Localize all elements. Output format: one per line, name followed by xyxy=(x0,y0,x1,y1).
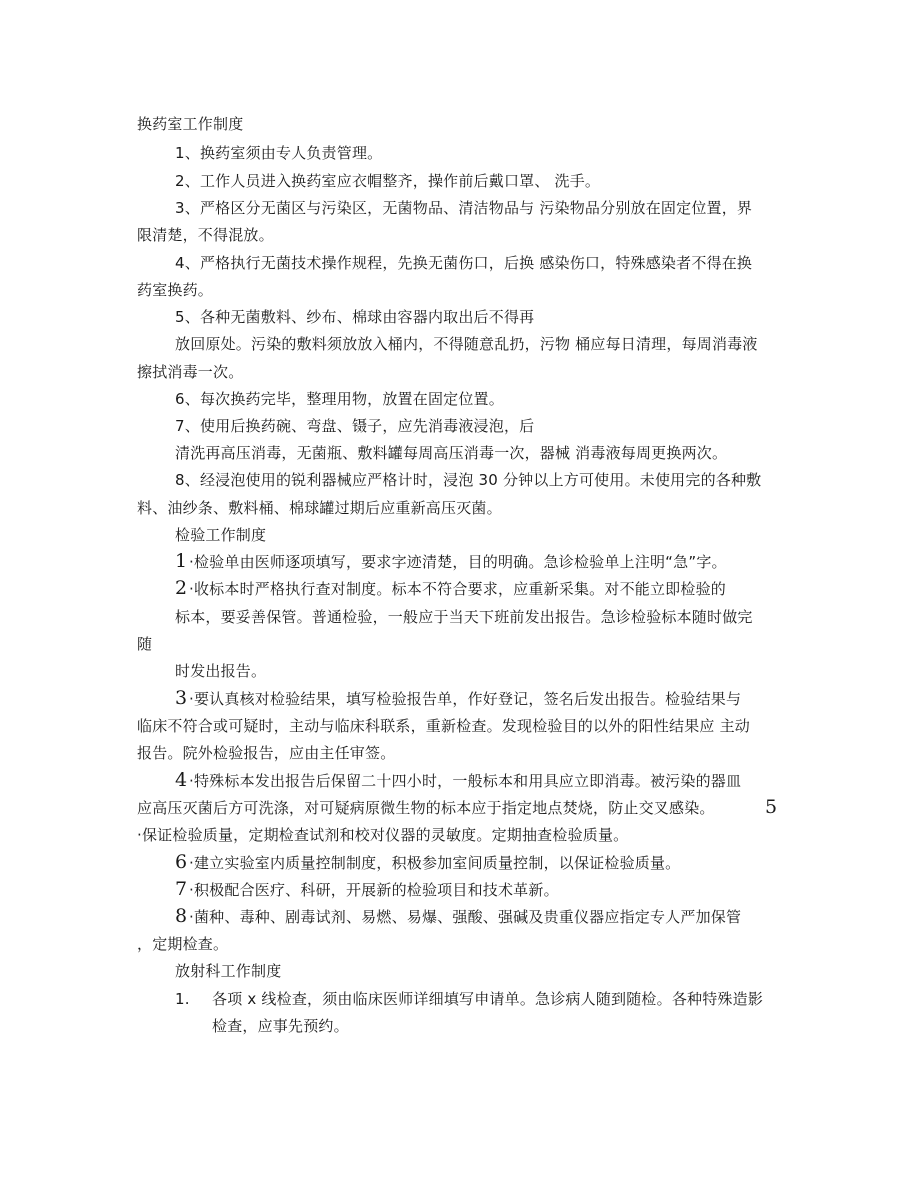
item-number: 6 xyxy=(175,851,188,873)
paragraph-line: 应高压灭菌后方可洗涤，对可疑病原微生物的标本应于指定地点焚烧，防止交叉感染。 xyxy=(137,799,715,817)
paragraph-line: 临床不符合或可疑时，主动与临床科联系，重新检查。发现检验目的以外的阳性结果应 主动 xyxy=(137,717,750,735)
item-number: 2 xyxy=(175,577,188,599)
paragraph-line: ·保证检验质量，定期检查试剂和校对仪器的灵敏度。定期抽查检验质量。 xyxy=(137,826,629,844)
item-number: 5 xyxy=(765,796,778,818)
paragraph-line: ·积极配合医疗、科研，开展新的检验项目和技术革新。 xyxy=(189,881,559,899)
paragraph-line: ·收标本时严格执行查对制度。标本不符合要求，应重新采集。对不能立即检验的 xyxy=(189,580,726,598)
paragraph-line: 擦拭消毒一次。 xyxy=(137,363,244,381)
paragraph-line: 料、油纱条、敷料桶、棉球罐过期后应重新高压灭菌。 xyxy=(137,499,502,517)
paragraph-line: 检查，应事先预约。 xyxy=(212,1017,349,1035)
paragraph-line: 5、各种无菌敷料、纱布、棉球由容器内取出后不得再 xyxy=(175,308,535,326)
paragraph-line: 各项 x 线检查，须由临床医师详细填写申请单。急诊病人随到随检。各种特殊造影 xyxy=(212,990,764,1008)
paragraph-line: 4、严格执行无菌技术操作规程，先换无菌伤口，后换 感染伤口，特殊感染者不得在换 xyxy=(175,254,753,272)
paragraph-line: 时发出报告。 xyxy=(175,662,267,680)
item-number: 8 xyxy=(175,905,188,927)
item-number: 1 xyxy=(175,550,188,572)
paragraph-line: ·要认真核对检验结果，填写检验报告单，作好登记，签名后发出报告。检验结果与 xyxy=(189,690,742,708)
paragraph-line: 报告。院外检验报告，应由主任审签。 xyxy=(137,744,396,762)
item-number: 4 xyxy=(175,769,188,791)
paragraph-line: ·特殊标本发出报告后保留二十四小时，一般标本和用具应立即消毒。被污染的器皿 xyxy=(189,772,742,790)
paragraph-line: 药室换药。 xyxy=(137,281,214,299)
item-number: 7 xyxy=(175,878,188,900)
paragraph-line: 随 xyxy=(137,635,153,653)
paragraph-line: ，定期检查。 xyxy=(137,935,229,953)
section-title: 放射科工作制度 xyxy=(175,962,282,980)
paragraph-line: 7、使用后换药碗、弯盘、镊子，应先消毒液浸泡，后 xyxy=(175,417,535,435)
paragraph-line: 6、每次换药完毕，整理用物，放置在固定位置。 xyxy=(175,390,504,408)
paragraph-line: 标本，要妥善保管。普通检验，一般应于当天下班前发出报告。急诊检验标本随时做完 xyxy=(175,608,753,626)
item-number: 1. xyxy=(175,990,190,1008)
item-number: 3 xyxy=(175,687,188,709)
paragraph-line: 2、工作人员进入换药室应衣帽整齐，操作前后戴口罩、 洗手。 xyxy=(175,172,601,190)
paragraph-line: ·检验单由医师逐项填写，要求字迹清楚，目的明确。急诊检验单上注明“急”字。 xyxy=(189,553,727,571)
section-title: 换药室工作制度 xyxy=(137,115,244,133)
paragraph-line: 1、换药室须由专人负责管理。 xyxy=(175,144,383,162)
paragraph-line: 清洗再高压消毒，无菌瓶、敷料罐每周高压消毒一次，器械 消毒液每周更换两次。 xyxy=(175,444,728,462)
paragraph-line: 3、严格区分无菌区与污染区，无菌物品、清洁物品与 污染物品分别放在固定位置，界 xyxy=(175,199,753,217)
paragraph-line: ·菌种、毒种、剧毒试剂、易燃、易爆、强酸、强碱及贵重仪器应指定专人严加保管 xyxy=(189,908,742,926)
paragraph-line: 限清楚，不得混放。 xyxy=(137,226,274,244)
paragraph-line: 放回原处。污染的敷料须放放入桶内，不得随意乱扔，污物 桶应每日清理，每周消毒液 xyxy=(175,335,758,353)
section-title: 检验工作制度 xyxy=(175,526,267,544)
paragraph-line: 8、经浸泡使用的锐利器械应严格计时，浸泡 30 分钟以上方可使用。未使用完的各种敷 xyxy=(175,471,762,489)
paragraph-line: ·建立实验室内质量控制制度，积极参加室间质量控制，以保证检验质量。 xyxy=(189,854,681,872)
